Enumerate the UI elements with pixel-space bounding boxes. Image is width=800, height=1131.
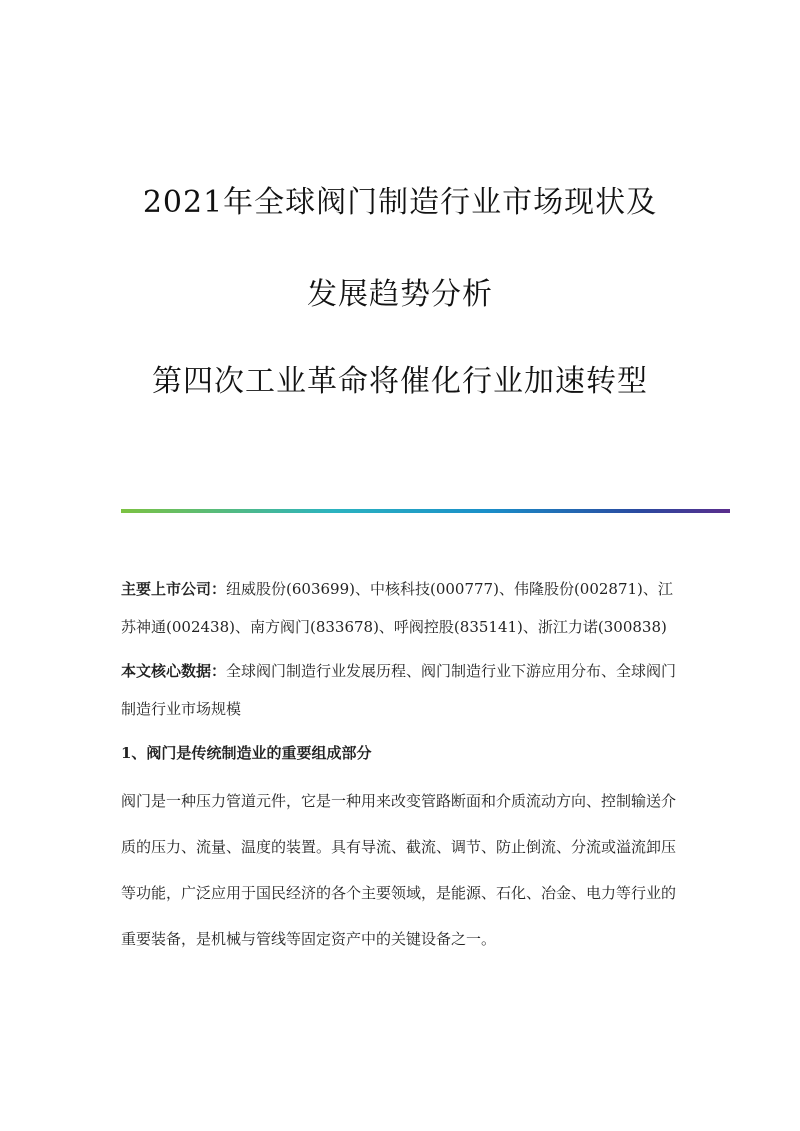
- page-title-line-2: 发展趋势分析: [307, 277, 493, 312]
- listed-companies-text: 纽威股份(603699)、中核科技(000777)、伟隆股份(002871)、江苏神通(002438)、南方阀门(833678)、呼阀控股(835141)、浙江力诺(300838): [121, 580, 673, 636]
- core-data-paragraph: [121, 652, 681, 728]
- page-subtitle: 第四次工业革命将催化行业加速转型: [152, 364, 648, 399]
- page-title-line-1: 2021年全球阀门制造行业市场现状及: [142, 185, 658, 220]
- gradient-divider: [121, 509, 730, 513]
- title-block: [0, 185, 800, 313]
- listed-companies-paragraph: [121, 570, 681, 646]
- core-data-label: 本文核心数据：: [121, 662, 227, 680]
- listed-companies-label: 主要上市公司：: [121, 580, 227, 598]
- core-data-text: 全球阀门制造行业发展历程、阀门制造行业下游应用分布、全球阀门制造行业市场规模: [121, 662, 677, 718]
- section-body-text: 阀门是一种压力管道元件，它是一种用来改变管路断面和介质流动方向、控制输送介质的压力、流量、温度的装置。具有导流、截流、调节、防止倒流、分流或溢流卸压等功能，广泛应用于国民经济的各个主要领域，是能源、石化、冶金、电力等行业的重要装备，是机械与管线等固定资产中的关键设备之一。: [121, 792, 677, 948]
- article-content: [121, 570, 681, 962]
- section-heading: 1、阀门是传统制造业的重要组成部分: [121, 744, 372, 762]
